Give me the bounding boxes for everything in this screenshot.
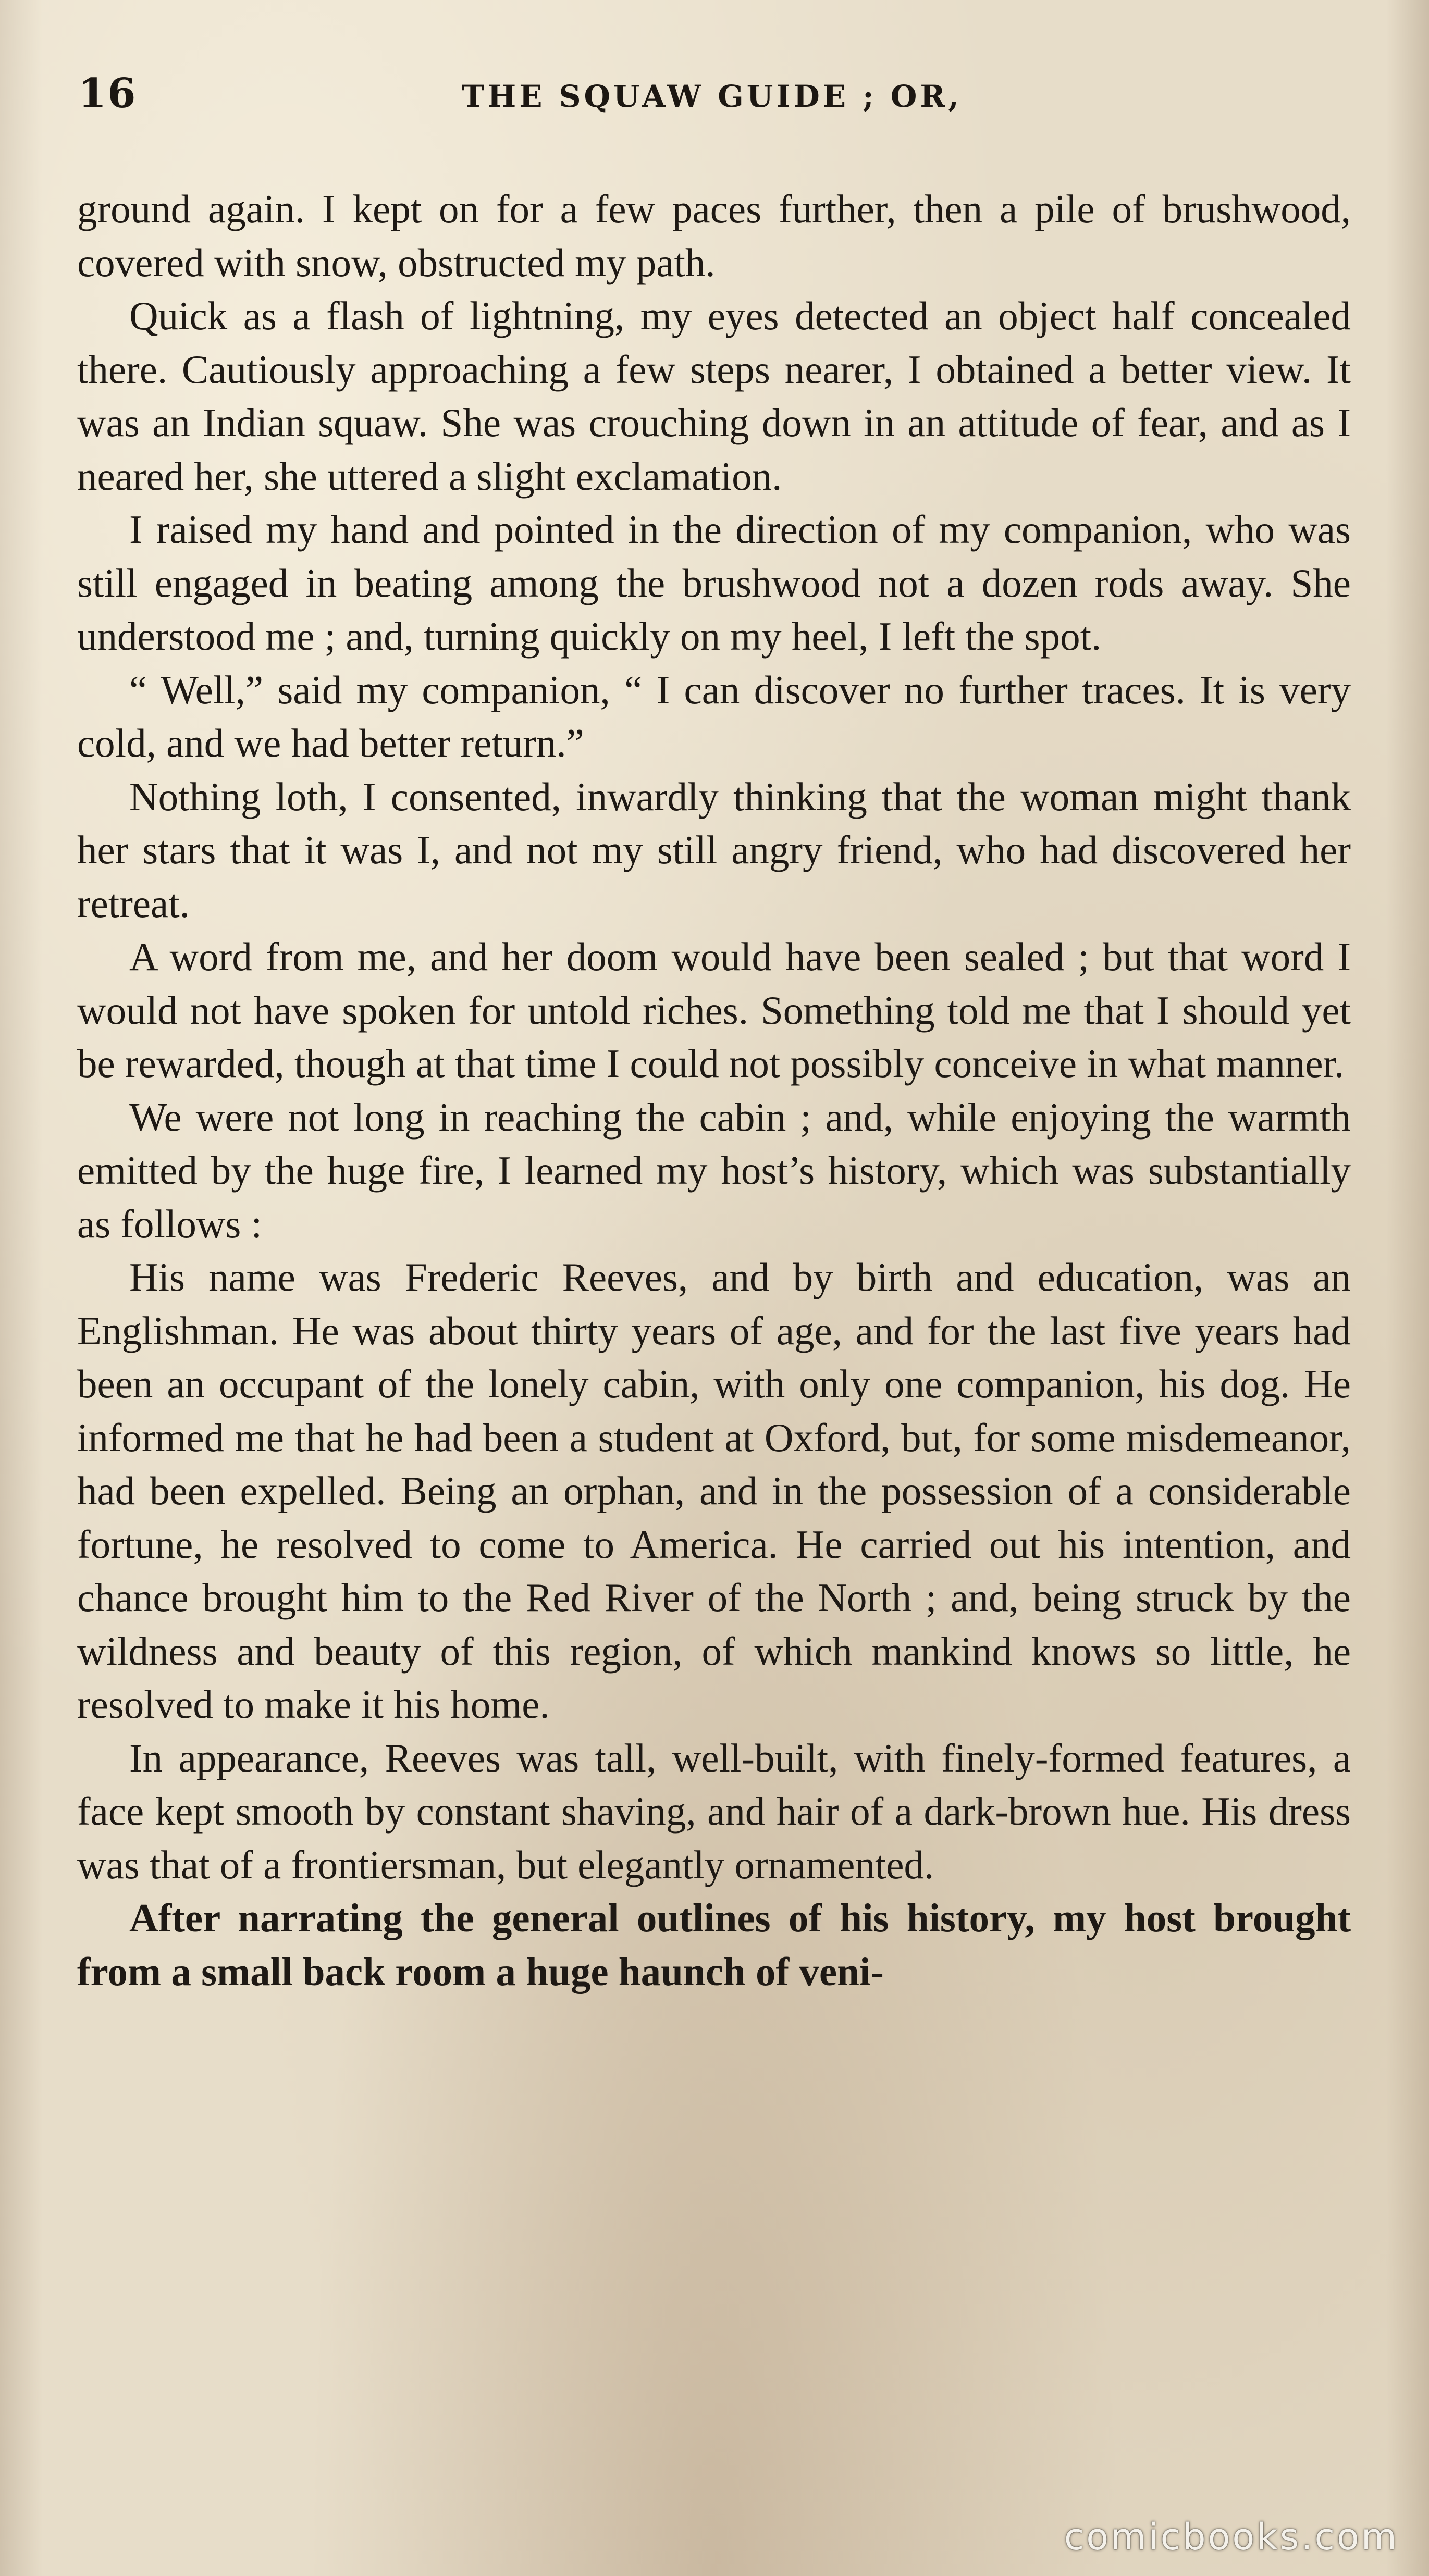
page-header [78, 68, 1346, 130]
paragraph-5: Nothing loth, I consented, inwardly thinking that the woman might thank her stars that it was I, and not my still angry friend, who had discovered her retreat. [77, 774, 1351, 926]
paragraph-7: We were not long in reaching the cabin ; and, while enjoying the warmth emitted by the huge fire, I learned my host’s history, which was substantially as follows : [77, 1094, 1351, 1246]
watermark: comicbooks.com [1064, 2516, 1399, 2558]
body-text [77, 182, 1351, 1998]
paragraph-10: After narrating the general outlines of his history, my host brought from a small back room a huge haunch of veni- [77, 1896, 1351, 1994]
paragraph-8: His name was Frederic Reeves, and by birth and education, was an Englishman. He was about thirty years of age, and for the last five years had been an occupant of the lonely cabin, with only one companion, his dog. He informed me that he had been a student at Oxford, but, for some misdemeanor, had been expelled. Being an orphan, and in the possession of a considerable fortune, he resolved to come to America. He carried out his intention, and chance brought him to the Red River of the North ; and, being struck by the wildness and beauty of this region, of which mankind knows so little, he resolved to make it his home. [77, 1255, 1351, 1727]
paragraph-4: “ Well,” said my companion, “ I can discover no further traces. It is very cold, and we had better return.” [77, 667, 1351, 765]
paragraph-9: In appearance, Reeves was tall, well-built, with finely-formed features, a face kept smooth by constant shaving, and hair of a dark-brown hue. His dress was that of a frontiersman, but elegantly ornamented. [77, 1735, 1351, 1887]
running-head: THE SQUAW GUIDE ; OR, [462, 79, 962, 114]
paragraph-1: ground again. I kept on for a few paces further, then a pile of brushwood, covered with snow, obstructed my path. [77, 187, 1351, 285]
paragraph-6: A word from me, and her doom would have been sealed ; but that word I would not have spoken for untold riches. Something told me that I should yet be rewarded, though at that time I could not possibly conceive in what manner. [77, 934, 1351, 1086]
paragraph-2: Quick as a flash of lightning, my eyes detected an object half concealed there. Cautiously approaching a few steps nearer, I obtained a better view. It was an Indian squaw. She was crouching down in an attitude of fear, and as I neared her, she uttered a slight exclamation. [77, 293, 1351, 499]
paragraph-3: I raised my hand and pointed in the direction of my companion, who was still engaged in beating among the brushwood not a dozen rods away. She understood me ; and, turning quickly on my heel, I left the spot. [77, 507, 1351, 659]
page-number: 16 [78, 70, 137, 117]
